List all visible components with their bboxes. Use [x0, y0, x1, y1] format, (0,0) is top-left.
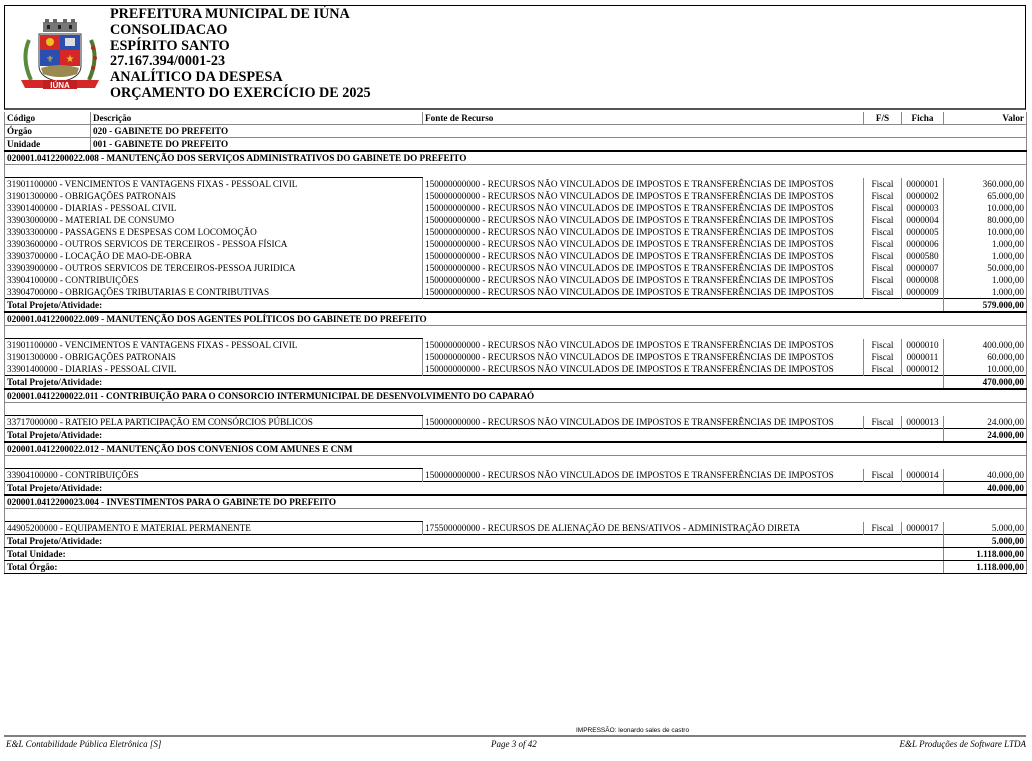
item-description: 33903600000 - OUTROS SERVICOS DE TERCEIROS - PESSOA FÍSICA: [5, 238, 423, 250]
item-valor: 80.000,00: [944, 214, 1027, 226]
svg-text:⚜: ⚜: [45, 54, 55, 64]
expense-item-row: [5, 274, 1027, 286]
item-fs: Fiscal: [864, 238, 902, 250]
spacer: [5, 326, 1027, 339]
item-description: 33901400000 - DIARIAS - PESSOAL CIVIL: [5, 363, 423, 376]
project-total-label: Total Projeto/Atividade:: [5, 482, 944, 496]
col-header-fs: F/S: [864, 112, 902, 125]
item-valor: 24.000,00: [944, 416, 1027, 429]
item-valor: 40.000,00: [944, 469, 1027, 482]
expense-item-row: [5, 226, 1027, 238]
item-valor: 65.000,00: [944, 190, 1027, 202]
item-ficha: 0000011: [902, 351, 944, 363]
item-fs: Fiscal: [864, 250, 902, 262]
orgao-row: [5, 125, 1027, 138]
col-header-valor: Valor: [944, 112, 1027, 125]
unidade-row: [5, 138, 1027, 152]
item-fonte: 150000000000 - RECURSOS NÃO VINCULADOS DE IMPOSTOS E TRANSFERÊNCIAS DE IMPOSTOS: [423, 202, 864, 214]
item-description: 33903000000 - MATERIAL DE CONSUMO: [5, 214, 423, 226]
orgao-value: 020 - GABINETE DO PREFEITO: [91, 125, 1027, 138]
total-orgao-value: 1.118.000,00: [944, 561, 1027, 574]
expense-item-row: [5, 351, 1027, 363]
item-description: 33903300000 - PASSAGENS E DESPESAS COM LOCOMOÇÃO: [5, 226, 423, 238]
unidade-label: Unidade: [5, 138, 91, 152]
total-orgao-label: Total Órgão:: [5, 561, 944, 574]
item-valor: 5.000,00: [944, 522, 1027, 535]
expense-item-row: [5, 522, 1027, 535]
item-fonte: 150000000000 - RECURSOS NÃO VINCULADOS DE IMPOSTOS E TRANSFERÊNCIAS DE IMPOSTOS: [423, 238, 864, 250]
item-description: 44905200000 - EQUIPAMENTO E MATERIAL PERMANENTE: [5, 522, 423, 535]
item-fonte: 150000000000 - RECURSOS NÃO VINCULADOS DE IMPOSTOS E TRANSFERÊNCIAS DE IMPOSTOS: [423, 178, 864, 191]
project-header-row: [5, 442, 1027, 456]
project-title: 020001.0412200023.004 - INVESTIMENTOS PARA O GABINETE DO PREFEITO: [5, 495, 1027, 509]
report-title-block: [110, 7, 371, 102]
item-description: 31901100000 - VENCIMENTOS E VANTAGENS FIXAS - PESSOAL CIVIL: [5, 339, 423, 352]
project-header-row: [5, 151, 1027, 165]
item-ficha: 0000005: [902, 226, 944, 238]
project-title: 020001.0412200022.011 - CONTRIBUIÇÃO PARA O CONSORCIO INTERMUNICIPAL DE DESENVOLVIMENTO DO CAPARAÓ: [5, 389, 1027, 403]
item-ficha: 0000009: [902, 286, 944, 299]
project-total-value: 40.000,00: [944, 482, 1027, 496]
item-fonte: 150000000000 - RECURSOS NÃO VINCULADOS DE IMPOSTOS E TRANSFERÊNCIAS DE IMPOSTOS: [423, 250, 864, 262]
project-total-label: Total Projeto/Atividade:: [5, 535, 944, 548]
col-header-ficha: Ficha: [902, 112, 944, 125]
item-valor: 10.000,00: [944, 202, 1027, 214]
item-fonte: 150000000000 - RECURSOS NÃO VINCULADOS DE IMPOSTOS E TRANSFERÊNCIAS DE IMPOSTOS: [423, 262, 864, 274]
item-ficha: 0000008: [902, 274, 944, 286]
item-description: 33901400000 - DIARIAS - PESSOAL CIVIL: [5, 202, 423, 214]
svg-text:IÚNA: IÚNA: [50, 81, 70, 90]
item-fonte: 150000000000 - RECURSOS NÃO VINCULADOS DE IMPOSTOS E TRANSFERÊNCIAS DE IMPOSTOS: [423, 469, 864, 482]
item-description: 31901300000 - OBRIGAÇÕES PATRONAIS: [5, 351, 423, 363]
col-header-descricao: Descrição: [91, 112, 423, 125]
item-valor: 50.000,00: [944, 262, 1027, 274]
item-description: 33904100000 - CONTRIBUIÇÕES: [5, 469, 423, 482]
spacer-row: [5, 326, 1027, 339]
page-number: Page 3 of 42: [491, 739, 537, 749]
expense-item-row: [5, 363, 1027, 376]
project-total-row: [5, 535, 1027, 548]
item-fs: Fiscal: [864, 226, 902, 238]
item-valor: 360.000,00: [944, 178, 1027, 191]
spacer-row: [5, 403, 1027, 416]
item-fs: Fiscal: [864, 351, 902, 363]
item-fs: Fiscal: [864, 274, 902, 286]
item-description: 33903700000 - LOCAÇÃO DE MAO-DE-OBRA: [5, 250, 423, 262]
expense-item-row: [5, 214, 1027, 226]
total-unidade-row: [5, 548, 1027, 561]
header-line-state: ESPÍRITO SANTO: [110, 37, 230, 54]
item-fs: Fiscal: [864, 286, 902, 299]
project-total-label: Total Projeto/Atividade:: [5, 429, 944, 443]
spacer: [5, 165, 1027, 178]
expense-item-row: [5, 286, 1027, 299]
item-valor: 10.000,00: [944, 363, 1027, 376]
col-header-codigo: Código: [5, 112, 91, 125]
header-line-municipality: PREFEITURA MUNICIPAL DE IÚNA: [110, 6, 350, 22]
expense-report-table: [4, 112, 1027, 574]
item-valor: 400.000,00: [944, 339, 1027, 352]
item-fonte: 150000000000 - RECURSOS NÃO VINCULADOS DE IMPOSTOS E TRANSFERÊNCIAS DE IMPOSTOS: [423, 286, 864, 299]
item-fs: Fiscal: [864, 416, 902, 429]
report-header: [4, 5, 1026, 110]
expense-item-row: [5, 262, 1027, 274]
project-total-row: [5, 376, 1027, 390]
item-ficha: 0000013: [902, 416, 944, 429]
item-fs: Fiscal: [864, 339, 902, 352]
item-ficha: 0000004: [902, 214, 944, 226]
expense-item-row: [5, 250, 1027, 262]
project-total-row: [5, 482, 1027, 496]
project-header-row: [5, 495, 1027, 509]
item-description: 33903900000 - OUTROS SERVICOS DE TERCEIROS-PESSOA JURIDICA: [5, 262, 423, 274]
orgao-label: Órgão: [5, 125, 91, 138]
item-fs: Fiscal: [864, 262, 902, 274]
project-total-value: 470.000,00: [944, 376, 1027, 390]
item-ficha: 0000010: [902, 339, 944, 352]
item-fs: Fiscal: [864, 522, 902, 535]
item-fonte: 175500000000 - RECURSOS DE ALIENAÇÃO DE BENS/ATIVOS - ADMINISTRAÇÃO DIRETA: [423, 522, 864, 535]
expense-item-row: [5, 190, 1027, 202]
column-header-row: [5, 112, 1027, 125]
item-valor: 60.000,00: [944, 351, 1027, 363]
footer-divider: [4, 735, 1026, 737]
total-unidade-value: 1.118.000,00: [944, 548, 1027, 561]
project-total-value: 24.000,00: [944, 429, 1027, 443]
header-line-cnpj: 27.167.394/0001-23: [110, 53, 226, 70]
total-unidade-label: Total Unidade:: [5, 548, 944, 561]
item-description: 33904100000 - CONTRIBUIÇÕES: [5, 274, 423, 286]
item-fs: Fiscal: [864, 469, 902, 482]
item-ficha: 0000012: [902, 363, 944, 376]
project-total-row: [5, 429, 1027, 443]
item-fs: Fiscal: [864, 202, 902, 214]
municipal-coat-of-arms-logo: [15, 18, 105, 98]
item-fonte: 150000000000 - RECURSOS NÃO VINCULADOS DE IMPOSTOS E TRANSFERÊNCIAS DE IMPOSTOS: [423, 274, 864, 286]
expense-item-row: [5, 238, 1027, 250]
project-total-label: Total Projeto/Atividade:: [5, 299, 944, 313]
header-line-entity: CONSOLIDACAO: [110, 21, 228, 38]
spacer: [5, 456, 1027, 469]
footer-right-text: E&L Produções de Software LTDA: [899, 739, 1026, 749]
project-title: 020001.0412200022.012 - MANUTENÇÃO DOS CONVENIOS COM AMUNES E CNM: [5, 442, 1027, 456]
project-title: 020001.0412200022.008 - MANUTENÇÃO DOS SERVIÇOS ADMINISTRATIVOS DO GABINETE DO PREFEITO: [5, 151, 1027, 165]
item-ficha: 0000003: [902, 202, 944, 214]
spacer-row: [5, 509, 1027, 522]
item-valor: 1.000,00: [944, 250, 1027, 262]
project-header-row: [5, 312, 1027, 326]
item-ficha: 0000007: [902, 262, 944, 274]
item-fs: Fiscal: [864, 363, 902, 376]
header-line-budget-year: ORÇAMENTO DO EXERCÍCIO DE 2025: [110, 84, 371, 101]
item-fonte: 150000000000 - RECURSOS NÃO VINCULADOS DE IMPOSTOS E TRANSFERÊNCIAS DE IMPOSTOS: [423, 190, 864, 202]
item-ficha: 0000580: [902, 250, 944, 262]
item-description: 31901100000 - VENCIMENTOS E VANTAGENS FIXAS - PESSOAL CIVIL: [5, 178, 423, 191]
item-fonte: 150000000000 - RECURSOS NÃO VINCULADOS DE IMPOSTOS E TRANSFERÊNCIAS DE IMPOSTOS: [423, 363, 864, 376]
item-ficha: 0000017: [902, 522, 944, 535]
item-valor: 1.000,00: [944, 286, 1027, 299]
unidade-value: 001 - GABINETE DO PREFEITO: [91, 138, 1027, 152]
project-total-value: 579.000,00: [944, 299, 1027, 313]
svg-text:★: ★: [65, 54, 75, 65]
item-fonte: 150000000000 - RECURSOS NÃO VINCULADOS DE IMPOSTOS E TRANSFERÊNCIAS DE IMPOSTOS: [423, 214, 864, 226]
item-ficha: 0000001: [902, 178, 944, 191]
project-total-value: 5.000,00: [944, 535, 1027, 548]
item-valor: 10.000,00: [944, 226, 1027, 238]
item-valor: 1.000,00: [944, 274, 1027, 286]
item-fs: Fiscal: [864, 178, 902, 191]
item-fs: Fiscal: [864, 190, 902, 202]
printed-by-label: IMPRESSÃO: leonardo sales de castro: [576, 727, 690, 734]
header-line-report-type: ANALÍTICO DA DESPESA: [110, 69, 283, 86]
item-ficha: 0000006: [902, 238, 944, 250]
spacer-row: [5, 165, 1027, 178]
project-header-row: [5, 389, 1027, 403]
item-fonte: 150000000000 - RECURSOS NÃO VINCULADOS DE IMPOSTOS E TRANSFERÊNCIAS DE IMPOSTOS: [423, 351, 864, 363]
project-total-row: [5, 299, 1027, 313]
expense-item-row: [5, 339, 1027, 352]
project-total-label: Total Projeto/Atividade:: [5, 376, 944, 390]
item-ficha: 0000002: [902, 190, 944, 202]
item-description: 31901300000 - OBRIGAÇÕES PATRONAIS: [5, 190, 423, 202]
item-valor: 1.000,00: [944, 238, 1027, 250]
item-description: 33904700000 - OBRIGAÇÕES TRIBUTARIAS E CONTRIBUTIVAS: [5, 286, 423, 299]
spacer: [5, 509, 1027, 522]
expense-item-row: [5, 416, 1027, 429]
item-description: 33717000000 - RATEIO PELA PARTICIPAÇÃO EM CONSÓRCIOS PÚBLICOS: [5, 416, 423, 429]
expense-item-row: [5, 178, 1027, 191]
spacer-row: [5, 456, 1027, 469]
footer-left-text: E&L Contabilidade Pública Eletrônica [S]: [6, 739, 162, 749]
item-fs: Fiscal: [864, 214, 902, 226]
spacer: [5, 403, 1027, 416]
item-fonte: 150000000000 - RECURSOS NÃO VINCULADOS DE IMPOSTOS E TRANSFERÊNCIAS DE IMPOSTOS: [423, 416, 864, 429]
expense-item-row: [5, 202, 1027, 214]
total-orgao-row: [5, 561, 1027, 574]
project-title: 020001.0412200022.009 - MANUTENÇÃO DOS AGENTES POLÍTICOS DO GABINETE DO PREFEITO: [5, 312, 1027, 326]
expense-item-row: [5, 469, 1027, 482]
col-header-fonte: Fonte de Recurso: [423, 112, 864, 125]
item-ficha: 0000014: [902, 469, 944, 482]
item-fonte: 150000000000 - RECURSOS NÃO VINCULADOS DE IMPOSTOS E TRANSFERÊNCIAS DE IMPOSTOS: [423, 226, 864, 238]
item-fonte: 150000000000 - RECURSOS NÃO VINCULADOS DE IMPOSTOS E TRANSFERÊNCIAS DE IMPOSTOS: [423, 339, 864, 352]
